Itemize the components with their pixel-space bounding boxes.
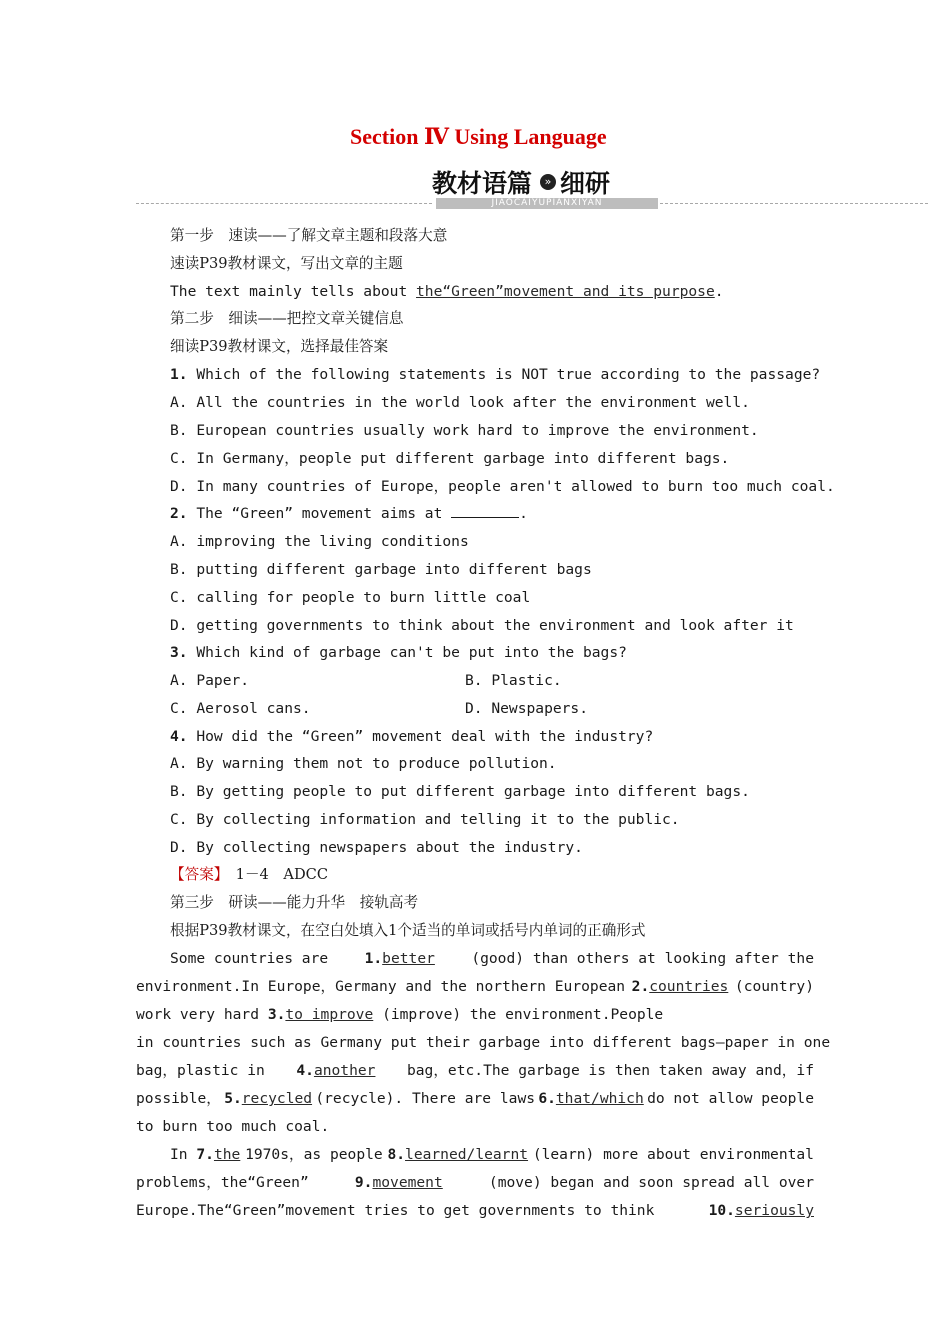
- step1-sentence-prefix: The text mainly tells about: [170, 283, 417, 300]
- band-label-left: 教材语篇: [432, 169, 533, 198]
- section-title: Section Ⅳ Using Language: [350, 124, 607, 149]
- answer-blank: [451, 505, 519, 518]
- passage-text: (learn) more about environmental: [532, 1146, 814, 1163]
- double-chevron-icon: »: [540, 174, 556, 190]
- passage-line: [136, 977, 814, 1005]
- passage-text: to burn too much coal.: [136, 1118, 330, 1135]
- step1-sentence: [170, 282, 724, 302]
- step1-heading: 第一步 速读——了解文章主题和段落大意: [170, 227, 448, 244]
- question-text-end: .: [519, 505, 528, 522]
- blank-answer: learned/learnt: [405, 1146, 529, 1163]
- q2-option-b: B. putting different garbage into different bags: [170, 561, 592, 578]
- answer-label: 【答案】: [170, 866, 222, 883]
- blank-number: 2.: [631, 978, 650, 995]
- passage-text: Europe.The“Green”movement tries to get governments to think: [136, 1202, 655, 1219]
- blank-number: 3.: [267, 1006, 286, 1023]
- header-divider-left: [136, 203, 432, 204]
- blank-number: 8.: [387, 1146, 406, 1163]
- passage-line: [136, 1005, 814, 1033]
- q1-option-c: C. In Germany，people put different garbage into different bags.: [170, 450, 730, 467]
- passage-line: [136, 1145, 814, 1173]
- question-4: [170, 727, 653, 747]
- passage-text: in countries such as Germany put their garbage into different bags—paper in one: [136, 1034, 831, 1051]
- q3-option-d: D. Newspapers.: [465, 700, 589, 717]
- question-number: 1.: [170, 366, 188, 383]
- passage-line: [136, 1117, 814, 1145]
- q3-option-a: A. Paper.: [170, 672, 250, 689]
- q4-option-d: D. By collecting newspapers about the industry.: [170, 839, 583, 856]
- q3-option-c: C. Aerosol cans.: [170, 700, 311, 717]
- blank-answer: the: [213, 1146, 241, 1163]
- passage-text: Some countries are: [170, 950, 329, 967]
- passage-line: [136, 1173, 814, 1201]
- blank-number: 4.: [296, 1062, 314, 1079]
- q4-option-c: C. By collecting information and telling it to the public.: [170, 811, 680, 828]
- answer-key: [170, 865, 328, 885]
- passage-line: [136, 1201, 814, 1229]
- q1-option-a: A. All the countries in the world look after the environment well.: [170, 394, 750, 411]
- passage-text: possible，: [136, 1090, 221, 1107]
- q2-option-d: D. getting governments to think about the environment and look after it: [170, 617, 794, 634]
- blank-answer: to improve: [285, 1006, 374, 1023]
- header-divider-right: [660, 203, 928, 204]
- passage-text: problems，the“Green”: [136, 1174, 309, 1191]
- blank-answer: movement: [372, 1174, 443, 1191]
- answer-text: 1－4 ADCC: [221, 866, 329, 883]
- blank-number: 1.: [364, 950, 383, 967]
- passage-text: In: [170, 1146, 188, 1163]
- question-3: [170, 643, 627, 663]
- blank-answer: better: [382, 950, 435, 967]
- q3-option-b: B. Plastic.: [465, 672, 562, 689]
- blank-answer: recycled: [241, 1090, 313, 1107]
- question-text: Which kind of garbage can't be put into the bags?: [187, 644, 627, 661]
- q2-option-c: C. calling for people to burn little coal: [170, 589, 531, 606]
- question-2: [170, 504, 528, 524]
- blank-number: 6.: [538, 1090, 556, 1107]
- passage-text: 1970s，as people: [245, 1146, 383, 1163]
- band-pinyin-bar: JIAOCAIYUPIANXIYAN: [436, 198, 658, 209]
- step3-instruction: 根据P39教材课文，在空白处填入1个适当的单词或括号内单词的正确形式: [170, 922, 646, 939]
- passage-text: environment.In Europe，Germany and the northern European: [136, 978, 626, 995]
- passage-text: bag，etc.The garbage is then taken away and，if: [406, 1062, 814, 1079]
- question-number: 2.: [170, 505, 188, 522]
- blank-number: 5.: [224, 1090, 242, 1107]
- question-1: [170, 365, 820, 385]
- cloze-passage: [136, 949, 831, 1229]
- passage-line: [136, 1033, 831, 1061]
- passage-text: (recycle). There are laws: [315, 1090, 536, 1107]
- passage-line: [136, 1089, 814, 1117]
- passage-text: (country): [734, 978, 814, 995]
- passage-text: bag，plastic in: [136, 1062, 265, 1079]
- q2-option-a: A. improving the living conditions: [170, 533, 469, 550]
- blank-answer: countries: [649, 978, 729, 995]
- passage-text: do not allow people: [647, 1090, 814, 1107]
- passage-text: work very hard: [136, 1006, 260, 1023]
- passage-text: (move) began and soon spread all over: [488, 1174, 814, 1191]
- blank-answer: seriously: [734, 1202, 814, 1219]
- step1-sentence-suffix: .: [714, 283, 724, 300]
- passage-line: [136, 1061, 814, 1089]
- q4-option-b: B. By getting people to put different garbage into different bags.: [170, 783, 750, 800]
- section-band: [432, 164, 658, 212]
- blank-number: 9.: [354, 1174, 373, 1191]
- step2-heading: 第二步 细读——把控文章关键信息: [170, 310, 404, 327]
- passage-text: (good) than others at looking after the: [471, 950, 814, 967]
- passage-text: (improve) the environment.People: [382, 1006, 664, 1023]
- question-number: 4.: [170, 728, 188, 745]
- blank-answer: that/which: [555, 1090, 644, 1107]
- step2-instruction: 细读P39教材课文，选择最佳答案: [170, 338, 389, 355]
- step3-heading: 第三步 研读——能力升华 接轨高考: [170, 894, 419, 911]
- q4-option-a: A. By warning them not to produce pollution.: [170, 755, 557, 772]
- question-text: Which of the following statements is NOT true according to the passage?: [187, 366, 821, 383]
- question-number: 3.: [170, 644, 188, 661]
- question-text: The “Green” movement aims at: [187, 505, 452, 522]
- step1-answer: the“Green”movement and its purpose: [416, 283, 715, 300]
- blank-number: 10.: [708, 1202, 735, 1219]
- blank-answer: another: [313, 1062, 376, 1079]
- question-text: How did the “Green” movement deal with the industry?: [187, 728, 654, 745]
- band-label-right: 细研: [560, 169, 611, 198]
- blank-number: 7.: [196, 1146, 214, 1163]
- step1-instruction: 速读P39教材课文，写出文章的主题: [170, 255, 403, 272]
- q1-option-b: B. European countries usually work hard to improve the environment.: [170, 422, 759, 439]
- q1-option-d: D. In many countries of Europe，people aren't allowed to burn too much coal.: [170, 478, 835, 495]
- passage-line: [136, 949, 814, 977]
